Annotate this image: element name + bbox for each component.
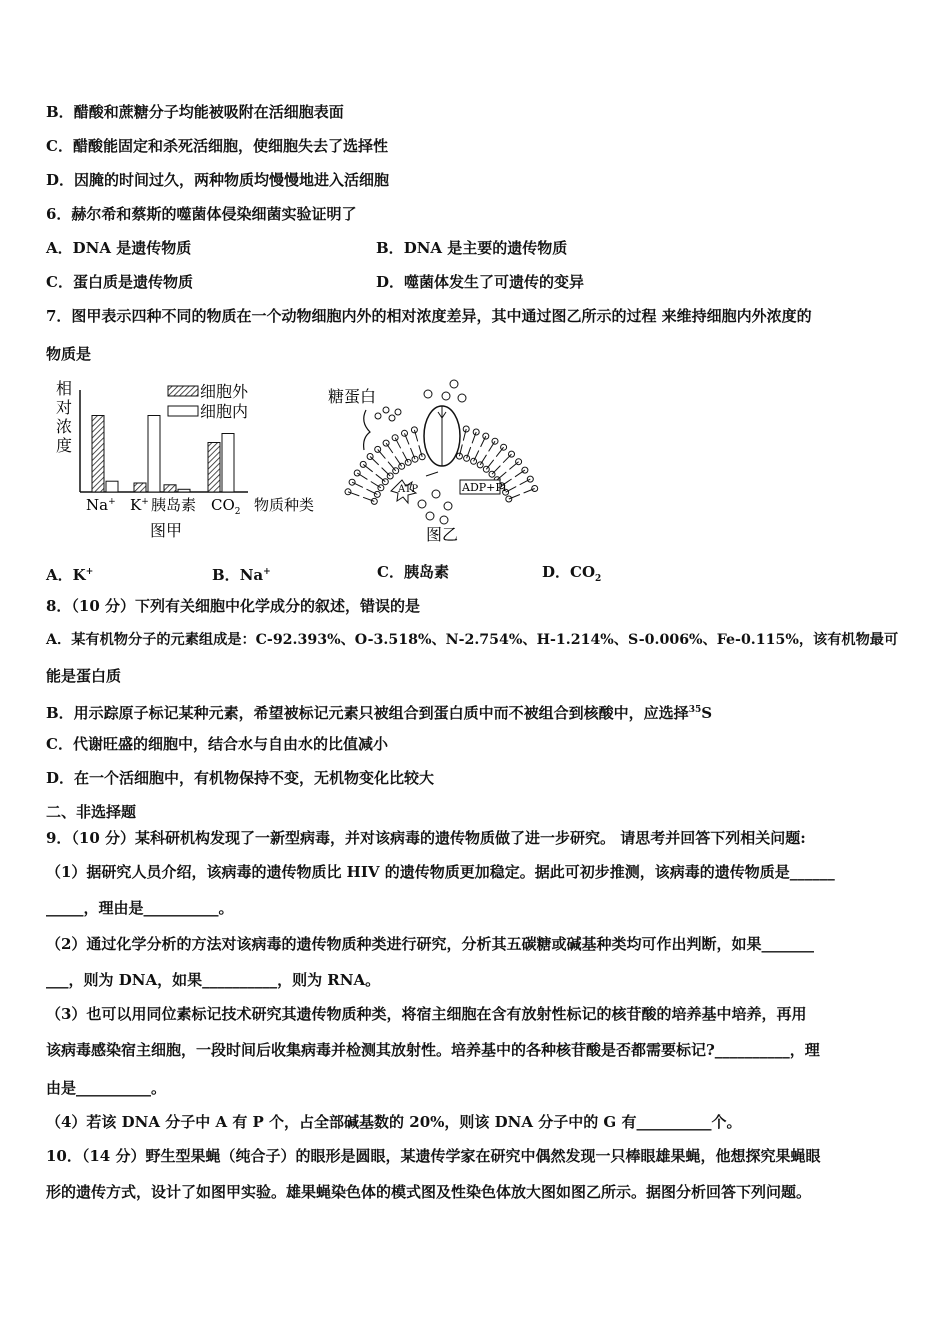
- lipid-head: [456, 453, 462, 459]
- q6-stem: 6．赫尔希和蔡斯的噬菌体侵染细菌实验证明了: [46, 205, 357, 223]
- lipid-head: [473, 429, 479, 435]
- lipid-tail: [496, 447, 503, 457]
- tick-label-k: K+: [130, 496, 149, 514]
- x-axis-label: 物质种类: [254, 496, 315, 514]
- q9-part1-line1: （1）据研究人员介绍，该病毒的遗传物质比 HIV 的遗传物质更加稳定。据此可初步推测，该病毒的遗传物质是______: [46, 863, 835, 881]
- legend-swatch-outside: [168, 386, 198, 396]
- lipid-tail: [395, 456, 402, 466]
- ylabel-char-2: 对: [56, 398, 73, 417]
- atp-label: ATP: [398, 484, 419, 495]
- q8-option-d: D．在一个活细胞中，有机物保持不变，无机物变化比较大: [46, 769, 435, 787]
- molecule: [432, 490, 440, 498]
- lipid-head: [506, 496, 512, 502]
- ylabel-char-3: 浓: [56, 417, 73, 436]
- q10-line1: 10．（14 分）野生型果蝇（纯合子）的眼形是圆眼，某遗传学家在研究中偶然发现一只棒眼雄果蝇，他想探究果蝇眼: [46, 1147, 821, 1165]
- lipid-tail: [388, 462, 396, 471]
- glycan-dot: [375, 413, 381, 419]
- figure-yi-membrane: [326, 376, 558, 546]
- lipid-tail: [515, 470, 525, 477]
- molecule: [424, 390, 432, 398]
- figure-yi-caption: 图乙: [426, 525, 459, 544]
- glycan-dot: [383, 407, 389, 413]
- molecule: [450, 380, 458, 388]
- lipid-head: [402, 430, 408, 436]
- q5-option-c: C．醋酸能固定和杀死活细胞，使细胞失去了选择性: [46, 137, 388, 155]
- molecule: [440, 516, 448, 524]
- lipid-tail: [489, 441, 495, 451]
- lipid-tail: [492, 466, 500, 475]
- lipid-tail: [386, 443, 393, 453]
- lipid-tail: [376, 474, 386, 481]
- lipid-tail: [357, 473, 367, 479]
- q9-part2-line1: （2）通过化学分析的方法对该病毒的遗传物质种类进行研究，分析其五碳糖或碱基种类均可作出判断，如果_______: [46, 935, 814, 953]
- lipid-head: [463, 426, 469, 432]
- glycoprotein-chain: [364, 410, 370, 450]
- lipid-tail: [497, 472, 506, 480]
- bar-inside-4: [222, 434, 234, 493]
- molecule: [444, 502, 452, 510]
- q8-stem: 8．（10 分）下列有关细胞中化学成分的叙述，错误的是: [46, 597, 421, 615]
- q7-stem-line2: 物质是: [46, 345, 92, 363]
- q5-option-d: D．因腌的时间过久，两种物质均慢慢地进入活细胞: [46, 171, 390, 189]
- figure-jia-bar-chart: [50, 372, 325, 544]
- q8-option-a-line1: A．某有机物分子的元素组成是：C-92.393%、O-3.518%、N-2.754%、H-1.214%、S-0.006%、Fe-0.115%，该有机物最可: [46, 632, 899, 648]
- q6-option-b: B．DNA 是主要的遗传物质: [376, 239, 568, 257]
- lipid-head: [532, 486, 538, 492]
- q7-option-a: A．K+: [46, 566, 94, 584]
- bar-outside-1: [92, 416, 104, 493]
- tick-label-insulin: 胰岛素: [151, 496, 197, 514]
- ylabel-char-4: 度: [56, 436, 73, 455]
- lipid-head: [522, 467, 528, 473]
- q9-part3-line2: 该病毒感染宿主细胞，一段时间后收集病毒并检测其放射性。培养基中的各种核苷酸是否都需要标记?__________，理: [46, 1041, 820, 1059]
- tick-label-na: Na+: [86, 496, 116, 514]
- lipid-tail: [382, 468, 391, 476]
- legend-label-inside: 细胞内: [200, 402, 249, 421]
- q7-option-d: D．$CO_2$: [542, 563, 602, 584]
- glycan-dot: [389, 415, 395, 421]
- bar-inside-2: [148, 416, 160, 493]
- lipid-head: [411, 427, 417, 433]
- q10-line2: 形的遗传方式，设计了如图甲实验。雄果蝇染色体的模式图及性染色体放大图如图乙所示。据图分析回答下列问题。: [46, 1183, 812, 1201]
- q9-stem: 9．（10 分）某科研机构发现了一新型病毒，并对该病毒的遗传物质做了进一步研究。 请思考并回答下列相关问题:: [46, 829, 806, 847]
- bar-outside-2: [134, 483, 146, 492]
- atp-arrow: [426, 472, 438, 476]
- molecule: [458, 394, 466, 402]
- glycoprotein-label: 糖蛋白: [328, 387, 377, 406]
- tick-label-co2: $CO_2$: [211, 496, 241, 517]
- bar-inside-1: [106, 481, 118, 492]
- figure-jia-caption: 图甲: [150, 521, 183, 540]
- bar-outside-4: [208, 443, 220, 493]
- q7-stem-line1: 7．图甲表示四种不同的物质在一个动物细胞内外的相对浓度差异，其中通过图乙所示的过程 来维持细胞内外浓度的: [46, 307, 812, 325]
- lipid-tail: [509, 462, 518, 470]
- lipid-tail: [486, 460, 493, 470]
- q6-option-d: D．噬菌体发生了可遗传的变异: [376, 273, 585, 291]
- bar-inside-3: [178, 489, 190, 492]
- q9-part2-line2: ___，则为 DNA，如果__________，则为 RNA。: [46, 971, 381, 989]
- q7-option-b: B．Na+: [212, 566, 271, 584]
- q8-option-c: C．代谢旺盛的细胞中，结合水与自由水的比值减小: [46, 735, 388, 753]
- q6-option-c: C．蛋白质是遗传物质: [46, 273, 193, 291]
- q8-option-a-line2: 能是蛋白质: [46, 667, 122, 685]
- lipid-tail: [363, 464, 373, 471]
- lipid-head: [405, 459, 411, 465]
- q9-part4: （4）若该 DNA 分子中 A 有 P 个，占全部碱基数的 20%，则该 DNA 分子中的 G 有__________个。: [46, 1113, 742, 1131]
- legend-label-outside: 细胞外: [200, 382, 249, 401]
- q6-option-a: A．DNA 是遗传物质: [46, 239, 192, 257]
- lipid-tail: [503, 454, 511, 463]
- molecule: [426, 512, 434, 520]
- q9-part3-line1: （3）也可以用同位素标记技术研究其遗传物质种类，将宿主细胞在含有放射性标记的核苷酸的培养基中培养，再用: [46, 1005, 807, 1023]
- q7-option-c: C．胰岛素: [377, 563, 449, 581]
- ylabel-char-1: 相: [56, 379, 73, 398]
- section-heading: 二、非选择题: [46, 803, 137, 821]
- lipid-tail: [370, 457, 379, 465]
- lipid-head: [412, 456, 418, 462]
- molecule: [418, 500, 426, 508]
- q9-part3-line3: 由是__________。: [46, 1079, 167, 1097]
- legend-swatch-inside: [168, 406, 198, 416]
- q9-part1-line2: _____，理由是__________。: [46, 899, 234, 917]
- molecule: [442, 392, 450, 400]
- lipid-tail: [378, 449, 386, 458]
- q5-option-b: B．醋酸和蔗糖分子均能被吸附在活细胞表面: [46, 103, 344, 121]
- lipid-head: [345, 489, 351, 495]
- adp-label: ADP+Pi: [462, 481, 507, 494]
- q8-option-b: B．用示踪原子标记某种元素，希望被标记元素只被组合到蛋白质中而不被组合到核酸中，应选择$^{35}$S: [46, 704, 713, 722]
- glycan-dot: [395, 409, 401, 415]
- bar-outside-3: [164, 485, 176, 492]
